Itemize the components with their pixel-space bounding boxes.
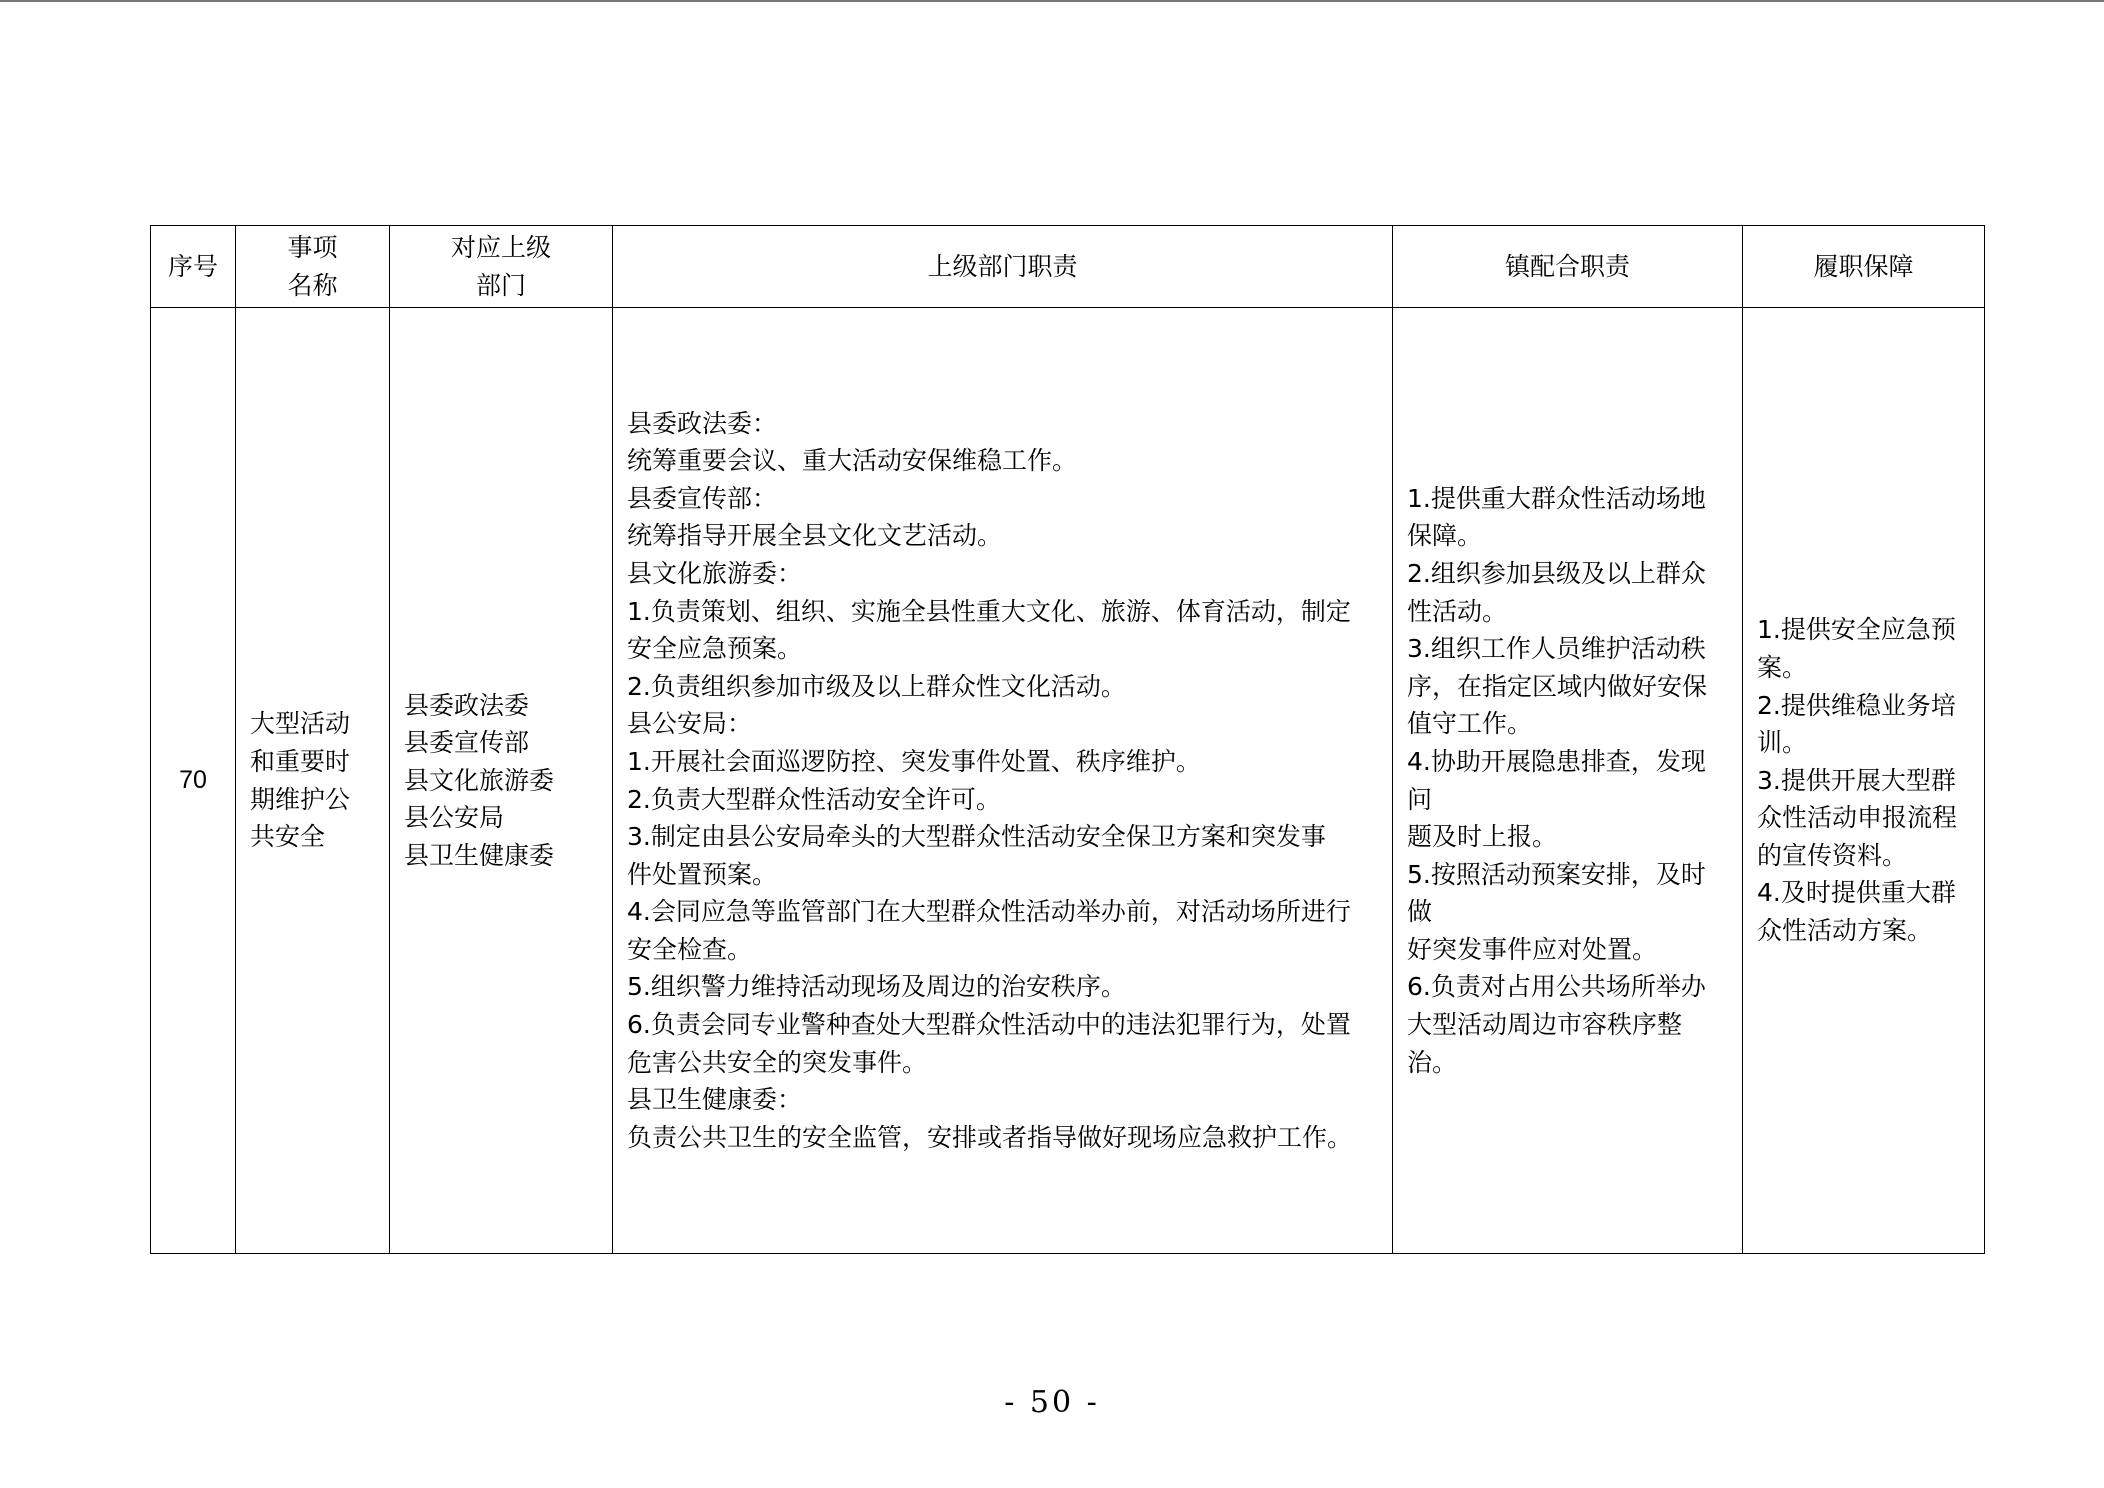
town-duty-line: 1.提供重大群众性活动场地	[1407, 483, 1706, 513]
town-duty-line: 大型活动周边市容秩序整	[1407, 1010, 1683, 1040]
guarantee-line: 3.提供开展大型群	[1757, 765, 1956, 795]
guarantee-line: 2.提供维稳业务培	[1757, 690, 1956, 720]
duty-line: 县委政法委：	[627, 408, 778, 438]
seq-number: 70	[179, 765, 207, 794]
town-duty-line: 序，在指定区域内做好安保	[1407, 671, 1708, 701]
dept-line: 县文化旅游委	[404, 765, 555, 795]
duty-line: 5.组织警力维持活动现场及周边的治安秩序。	[627, 972, 1126, 1002]
guarantee-line: 案。	[1757, 652, 1808, 682]
duty-line: 1.负责策划、组织、实施全县性重大文化、旅游、体育活动，制定	[627, 596, 1351, 626]
dept-line: 县卫生健康委	[404, 840, 555, 870]
duty-line: 县卫生健康委：	[627, 1085, 803, 1115]
guarantee-line: 1.提供安全应急预	[1757, 615, 1956, 645]
header-guarantee: 履职保障	[1743, 226, 1985, 308]
table-row	[151, 308, 1985, 1254]
duty-line: 县公安局：	[627, 709, 753, 739]
town-duty-line: 6.负责对占用公共场所举办	[1407, 972, 1706, 1002]
town-duty-line: 5.按照活动预案安排，及时做	[1407, 859, 1706, 927]
town-duty-line: 值守工作。	[1407, 709, 1533, 739]
duty-line: 1.开展社会面巡逻防控、突发事件处置、秩序维护。	[627, 746, 1201, 776]
header-seq: 序号	[151, 226, 236, 308]
duty-line: 3.制定由县公安局牵头的大型群众性活动安全保卫方案和突发事	[627, 822, 1326, 852]
duty-line: 统筹重要会议、重大活动安保维稳工作。	[627, 446, 1078, 476]
dept-line: 县委宣传部	[404, 728, 530, 758]
upper-duties-cell	[613, 308, 1393, 1254]
item-name-line: 和重要时	[250, 746, 351, 776]
table-header-row	[151, 226, 1985, 308]
duty-line: 2.负责大型群众性活动安全许可。	[627, 784, 1001, 814]
guarantee-cell	[1743, 308, 1985, 1254]
town-duty-line: 好突发事件应对处置。	[1407, 934, 1658, 964]
duty-line: 4.会同应急等监管部门在大型群众性活动举办前，对活动场所进行	[627, 897, 1351, 927]
seq-cell	[151, 308, 236, 1254]
town-duty-line: 治。	[1407, 1047, 1458, 1077]
item-name-line: 大型活动	[250, 709, 351, 739]
duty-line: 安全检查。	[627, 934, 753, 964]
header-item-name: 事项 名称	[236, 226, 390, 308]
guarantee-line: 的宣传资料。	[1757, 840, 1908, 870]
top-border-line	[0, 0, 2104, 2]
town-duty-line: 性活动。	[1407, 596, 1508, 626]
header-town-duties: 镇配合职责	[1393, 226, 1743, 308]
duty-line: 县文化旅游委：	[627, 558, 803, 588]
duty-line: 安全应急预案。	[627, 634, 803, 664]
town-duty-line: 题及时上报。	[1407, 822, 1558, 852]
town-duties-cell	[1393, 308, 1743, 1254]
duty-line: 2.负责组织参加市级及以上群众性文化活动。	[627, 671, 1126, 701]
header-upper-dept: 对应上级 部门	[390, 226, 613, 308]
item-name-line: 共安全	[250, 822, 326, 852]
dept-line: 县委政法委	[404, 690, 530, 720]
duty-line: 件处置预案。	[627, 859, 778, 889]
guarantee-line: 4.及时提供重大群	[1757, 878, 1956, 908]
town-duty-line: 3.组织工作人员维护活动秩	[1407, 634, 1706, 664]
item-name-cell	[236, 308, 390, 1254]
dept-line: 县公安局	[404, 803, 505, 833]
town-duty-line: 4.协助开展隐患排查，发现问	[1407, 746, 1706, 814]
guarantee-line: 众性活动方案。	[1757, 916, 1933, 946]
duty-line: 县委宣传部：	[627, 483, 778, 513]
page-number: - 50 -	[1004, 1385, 1100, 1420]
duty-table	[150, 225, 1985, 1254]
duty-line: 统筹指导开展全县文化文艺活动。	[627, 521, 1003, 551]
town-duty-line: 保障。	[1407, 521, 1483, 551]
duty-line: 6.负责会同专业警种查处大型群众性活动中的违法犯罪行为，处置	[627, 1010, 1351, 1040]
guarantee-line: 训。	[1757, 728, 1808, 758]
item-name-line: 期维护公	[250, 784, 351, 814]
guarantee-line: 众性活动申报流程	[1757, 803, 1958, 833]
upper-dept-cell	[390, 308, 613, 1254]
header-upper-duties: 上级部门职责	[613, 226, 1393, 308]
duty-line: 危害公共安全的突发事件。	[627, 1047, 928, 1077]
duty-line: 负责公共卫生的安全监管，安排或者指导做好现场应急救护工作。	[627, 1122, 1353, 1152]
town-duty-line: 2.组织参加县级及以上群众	[1407, 558, 1706, 588]
